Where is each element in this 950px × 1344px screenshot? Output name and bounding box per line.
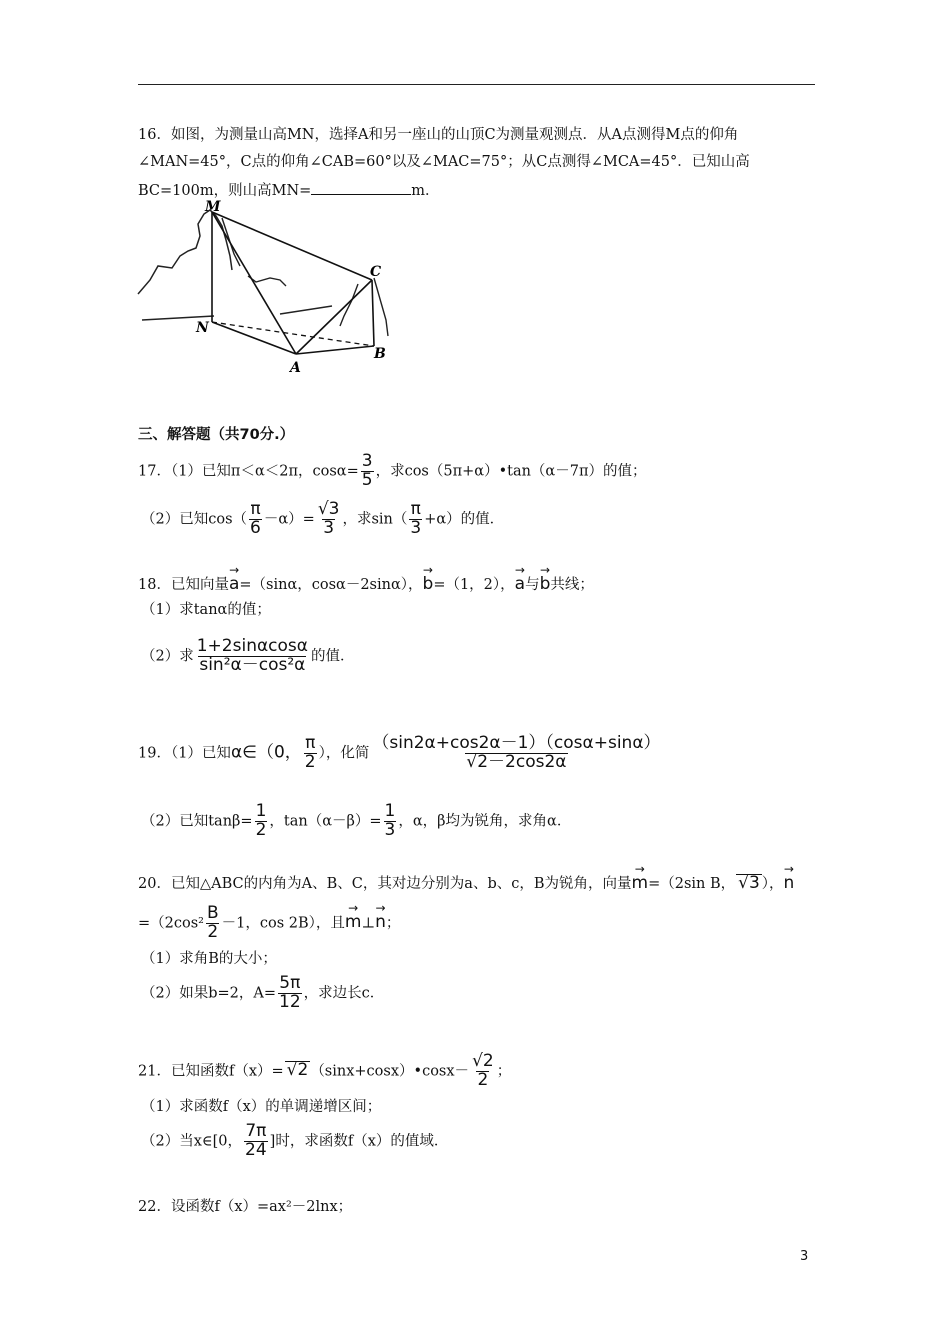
- fraction-trig: [196, 638, 309, 675]
- q20-line1: [138, 874, 794, 892]
- label-N: N: [196, 320, 209, 336]
- denominator: 2: [304, 751, 316, 772]
- segment-CB: [372, 280, 374, 346]
- section-heading: 三、解答题（共70分.）: [138, 427, 295, 443]
- q16-unit: m．: [411, 183, 440, 199]
- numerator: 7π: [245, 1121, 267, 1141]
- segment-AC: [296, 280, 372, 354]
- denominator: 3: [410, 517, 422, 538]
- vector-m-2: → m: [345, 914, 362, 931]
- q18-p2-text: （2）求: [141, 648, 194, 665]
- segment-NA: [212, 322, 296, 354]
- sqrt-2: √2: [286, 1060, 309, 1081]
- q20-text-4: =（2cos²: [138, 915, 204, 932]
- q17-p2-text-2: －α）=: [263, 511, 315, 528]
- q17-p1-text: 17．（1）已知π＜α＜2π，cosα=: [138, 463, 359, 480]
- mountain-figure: [130, 196, 400, 376]
- right-mountain-outline: [374, 278, 388, 336]
- denominator: 2: [477, 1069, 489, 1090]
- numerator: 1: [255, 801, 267, 821]
- q20-text-3: ），: [761, 876, 784, 892]
- q18-text-3: =（1，2），: [433, 577, 515, 593]
- q21-p2-text-2: ]时，求函数f（x）的值域．: [269, 1133, 449, 1150]
- fraction-simplify: [371, 735, 661, 772]
- q18-text: 18．已知向量: [138, 577, 229, 593]
- page-number: 3: [800, 1249, 809, 1264]
- vector-b: → b: [423, 576, 434, 593]
- denominator: 5: [361, 469, 373, 490]
- fraction-pi-3: [409, 501, 422, 538]
- q19-part1: [138, 735, 664, 772]
- q20-text-2: =（2sin B，: [648, 876, 736, 892]
- vector-m: → m: [632, 875, 649, 892]
- q17-p2-text-4: +α）的值．: [424, 511, 505, 528]
- numerator: 1: [384, 801, 396, 821]
- q19-part2: [141, 803, 571, 840]
- q20-part1: （1）求角B的大小；: [141, 951, 277, 967]
- fraction-sqrt2-2: [471, 1053, 495, 1090]
- q21-p2-text: （2）当x∈[0，: [141, 1133, 243, 1150]
- denominator: √2－2cos2α: [466, 751, 567, 772]
- fraction-7pi-24: [244, 1123, 268, 1160]
- vector-a: → a: [229, 576, 239, 593]
- q21-text-3: ；: [496, 1063, 512, 1080]
- q22-line: 22．设函数f（x）=ax²－2lnx；: [138, 1199, 353, 1215]
- vector-b-2: → b: [540, 576, 551, 593]
- q19-p2-text: （2）已知tanβ=: [141, 813, 253, 830]
- q19-p1-text-2: ），化简: [318, 745, 370, 762]
- q20-p2-text: （2）如果b=2，A=: [141, 985, 277, 1002]
- label-A: A: [290, 360, 301, 376]
- label-B: B: [374, 346, 386, 362]
- denominator: 3: [384, 819, 396, 840]
- q20-part2: [141, 975, 384, 1012]
- q16-line3-text: BC=100m，则山高MN=: [138, 183, 312, 199]
- q21-part1: （1）求函数f（x）的单调递增区间；: [141, 1099, 382, 1115]
- segment-MC: [212, 212, 372, 280]
- header-rule: [138, 84, 815, 85]
- q17-p2-text: （2）已知cos（: [141, 511, 248, 528]
- denominator: 2: [207, 921, 219, 942]
- q19-range: α∈（0，: [230, 742, 302, 763]
- fraction-B-2: [206, 905, 220, 942]
- q19-p2-text-2: ，tan（α－β）=: [269, 813, 382, 830]
- denominator: 24: [245, 1139, 267, 1160]
- ground-line-2: [280, 306, 332, 314]
- answer-blank: [311, 182, 411, 195]
- fraction-1-2: [255, 803, 268, 840]
- numerator: 1+2sinαcosα: [196, 636, 308, 656]
- q18-part1: （1）求tanα的值；: [141, 602, 271, 618]
- q20-line2: [138, 905, 400, 942]
- numerator: 5π: [279, 973, 301, 993]
- q19-p1-text: 19．（1）已知: [138, 745, 231, 762]
- q18-text-5: 共线；: [550, 577, 594, 593]
- fraction-sqrt3-3: [317, 501, 341, 538]
- numerator: π: [305, 733, 316, 753]
- q20-text-6: ；: [385, 915, 401, 932]
- denominator: 2: [255, 819, 267, 840]
- fraction-3-5: [361, 453, 374, 490]
- q18-part2: [141, 638, 354, 675]
- vector-a-2: → a: [515, 576, 525, 593]
- numerator: （sin2α+cos2α－1）（cosα+sinα）: [372, 733, 661, 753]
- fraction-5pi-12: [278, 975, 302, 1012]
- denominator: 12: [279, 991, 301, 1012]
- q18-text-4: 与: [525, 577, 540, 593]
- label-C: C: [370, 264, 382, 280]
- q21-part2: [141, 1123, 448, 1160]
- q20-p2-text-2: ，求边长c．: [303, 985, 385, 1002]
- q17-part2: [141, 501, 504, 538]
- numerator: √3: [317, 499, 340, 519]
- label-M: M: [205, 199, 221, 215]
- right-mountain-ridge: [340, 284, 358, 326]
- perpendicular-symbol: ⊥: [361, 915, 376, 932]
- numerator: π: [410, 499, 421, 519]
- fraction-1-3: [384, 803, 397, 840]
- denominator: 3: [323, 517, 335, 538]
- q19-p2-text-3: ，α，β均为锐角，求角α．: [398, 813, 572, 830]
- q16-line1: 16．如图，为测量山高MN，选择A和另一座山的山顶C为测量观测点．从A点测得M点的仰角: [138, 127, 739, 143]
- sqrt-3: √3: [738, 873, 760, 893]
- vector-n: → n: [784, 875, 795, 892]
- q17-part1: [138, 453, 646, 490]
- vector-n-2: → n: [375, 914, 386, 931]
- denominator: 6: [250, 517, 261, 538]
- fraction-pi-2: [304, 735, 317, 772]
- q18-p2-text-2: 的值．: [310, 648, 355, 665]
- denominator: sin²α－cos²α: [199, 654, 306, 675]
- q21-line1: [138, 1053, 511, 1090]
- fraction-pi-6: [249, 501, 262, 538]
- numerator: π: [250, 499, 261, 519]
- q21-text-2: （sinx+cosx）•cosx－: [310, 1063, 470, 1080]
- numerator: B: [206, 903, 219, 923]
- segment-AB: [296, 346, 374, 354]
- q16-line2: ∠MAN=45°，C点的仰角∠CAB=60°以及∠MAC=75°；从C点测得∠MCA=45°．已知山高: [138, 154, 750, 170]
- q20-text: 20．已知△ABC的内角为A、B、C，其对边分别为a、b、c，B为锐角，向量: [138, 876, 632, 892]
- numerator: √2: [472, 1051, 494, 1071]
- q18-text-2: =（sinα，cosα－2sinα），: [239, 577, 423, 593]
- segment-NB-dashed: [212, 322, 374, 346]
- q18-line1: [138, 576, 594, 593]
- q21-text: 21．已知函数f（x）=: [138, 1063, 284, 1080]
- q17-p2-text-3: ，求sin（: [342, 511, 408, 528]
- numerator: 3: [361, 451, 373, 471]
- q20-text-5: －1，cos 2B），且: [221, 915, 345, 932]
- q17-p1-text-2: ，求cos（5π+α）•tan（α－7π）的值；: [375, 463, 647, 480]
